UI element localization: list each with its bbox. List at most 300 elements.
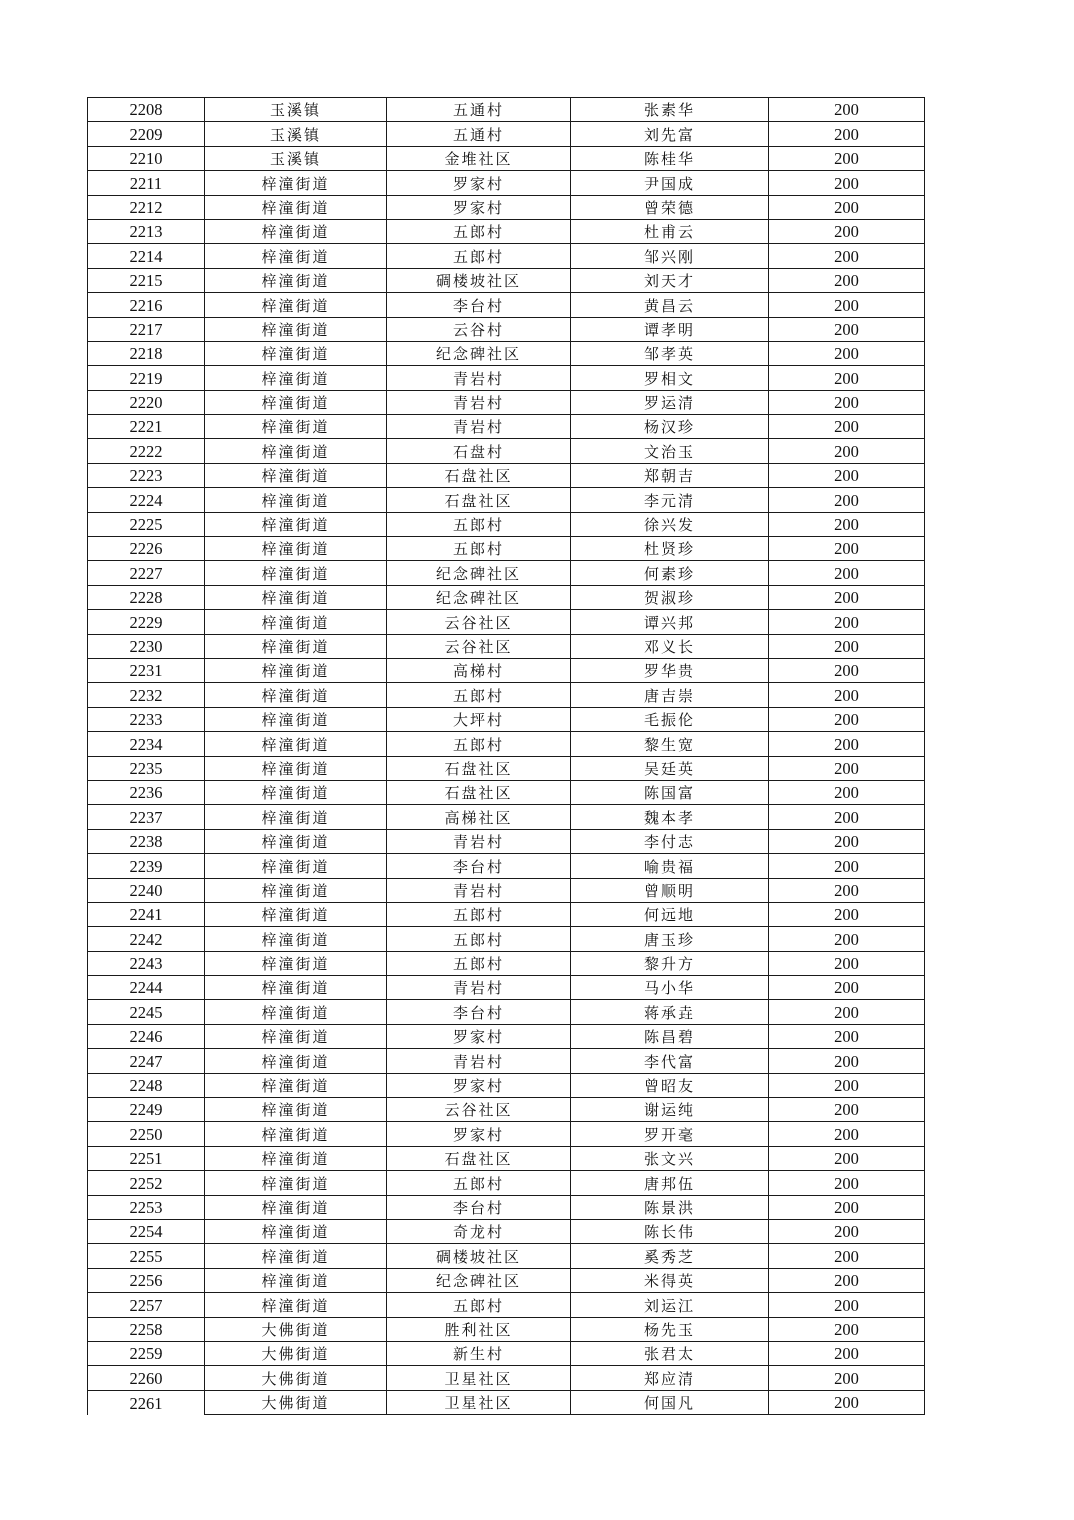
cell-person-name: 罗开毫 (571, 1122, 769, 1146)
cell-town: 梓潼街道 (205, 1244, 387, 1268)
cell-amount: 200 (769, 293, 925, 317)
cell-amount: 200 (769, 439, 925, 463)
cell-number: 2211 (88, 171, 205, 195)
table-row (88, 585, 925, 609)
cell-amount: 200 (769, 1366, 925, 1390)
table-row (88, 610, 925, 634)
cell-village: 李台村 (387, 854, 571, 878)
cell-town: 梓潼街道 (205, 1219, 387, 1243)
cell-number: 2250 (88, 1122, 205, 1146)
table-row (88, 561, 925, 585)
cell-number: 2246 (88, 1024, 205, 1048)
table-row (88, 293, 925, 317)
cell-person-name: 陈昌碧 (571, 1024, 769, 1048)
cell-amount: 200 (769, 1219, 925, 1243)
cell-amount: 200 (769, 927, 925, 951)
cell-number: 2240 (88, 878, 205, 902)
cell-town: 玉溪镇 (205, 98, 387, 122)
cell-village: 云谷社区 (387, 1098, 571, 1122)
cell-town: 玉溪镇 (205, 122, 387, 146)
cell-village: 罗家村 (387, 171, 571, 195)
cell-town: 梓潼街道 (205, 951, 387, 975)
table-row (88, 1024, 925, 1048)
cell-number: 2209 (88, 122, 205, 146)
cell-town: 梓潼街道 (205, 1073, 387, 1097)
cell-person-name: 谭兴邦 (571, 610, 769, 634)
cell-village: 罗家村 (387, 1073, 571, 1097)
cell-person-name: 刘先富 (571, 122, 769, 146)
cell-number: 2222 (88, 439, 205, 463)
cell-amount: 200 (769, 780, 925, 804)
cell-number: 2214 (88, 244, 205, 268)
cell-number: 2232 (88, 683, 205, 707)
cell-village: 五通村 (387, 98, 571, 122)
cell-amount: 200 (769, 658, 925, 682)
cell-number: 2241 (88, 902, 205, 926)
subsidy-list-sheet (87, 97, 925, 1415)
cell-village: 云谷社区 (387, 634, 571, 658)
cell-person-name: 米得英 (571, 1268, 769, 1292)
table-row (88, 317, 925, 341)
cell-amount: 200 (769, 634, 925, 658)
cell-town: 梓潼街道 (205, 1268, 387, 1292)
cell-number: 2227 (88, 561, 205, 585)
cell-number: 2244 (88, 976, 205, 1000)
cell-number: 2251 (88, 1146, 205, 1170)
cell-town: 梓潼街道 (205, 366, 387, 390)
cell-amount: 200 (769, 463, 925, 487)
table-row (88, 902, 925, 926)
table-row (88, 98, 925, 122)
cell-number: 2221 (88, 415, 205, 439)
cell-village: 云谷村 (387, 317, 571, 341)
cell-person-name: 杜甫云 (571, 219, 769, 243)
table-row (88, 1390, 925, 1414)
cell-amount: 200 (769, 1293, 925, 1317)
cell-town: 梓潼街道 (205, 707, 387, 731)
cell-number: 2255 (88, 1244, 205, 1268)
table-row (88, 366, 925, 390)
cell-number: 2252 (88, 1171, 205, 1195)
table-row (88, 658, 925, 682)
cell-person-name: 奚秀芝 (571, 1244, 769, 1268)
cell-village: 五郎村 (387, 927, 571, 951)
cell-number: 2225 (88, 512, 205, 536)
table-row (88, 1293, 925, 1317)
cell-amount: 200 (769, 146, 925, 170)
cell-village: 纪念碑社区 (387, 561, 571, 585)
cell-amount: 200 (769, 1268, 925, 1292)
table-row (88, 1146, 925, 1170)
table-row (88, 463, 925, 487)
cell-village: 五郎村 (387, 951, 571, 975)
cell-town: 梓潼街道 (205, 561, 387, 585)
cell-amount: 200 (769, 585, 925, 609)
cell-person-name: 谭孝明 (571, 317, 769, 341)
cell-amount: 200 (769, 1244, 925, 1268)
cell-person-name: 罗运清 (571, 390, 769, 414)
cell-amount: 200 (769, 902, 925, 926)
cell-number: 2210 (88, 146, 205, 170)
cell-amount: 200 (769, 341, 925, 365)
cell-number: 2233 (88, 707, 205, 731)
table-row (88, 195, 925, 219)
cell-town: 梓潼街道 (205, 268, 387, 292)
cell-town: 梓潼街道 (205, 1024, 387, 1048)
table-row (88, 488, 925, 512)
cell-amount: 200 (769, 756, 925, 780)
cell-person-name: 贺淑珍 (571, 585, 769, 609)
cell-amount: 200 (769, 512, 925, 536)
cell-amount: 200 (769, 854, 925, 878)
cell-village: 纪念碑社区 (387, 585, 571, 609)
cell-town: 大佛街道 (205, 1317, 387, 1341)
cell-village: 纪念碑社区 (387, 341, 571, 365)
cell-person-name: 杨先玉 (571, 1317, 769, 1341)
table-row (88, 1317, 925, 1341)
cell-number: 2243 (88, 951, 205, 975)
cell-number: 2230 (88, 634, 205, 658)
cell-village: 碉楼坡社区 (387, 268, 571, 292)
cell-number: 2234 (88, 732, 205, 756)
cell-person-name: 蒋承垚 (571, 1000, 769, 1024)
cell-town: 梓潼街道 (205, 634, 387, 658)
cell-amount: 200 (769, 1098, 925, 1122)
cell-person-name: 曾昭友 (571, 1073, 769, 1097)
cell-village: 石盘村 (387, 439, 571, 463)
cell-number: 2257 (88, 1293, 205, 1317)
cell-number: 2220 (88, 390, 205, 414)
cell-village: 罗家村 (387, 195, 571, 219)
cell-amount: 200 (769, 732, 925, 756)
cell-amount: 200 (769, 390, 925, 414)
cell-town: 梓潼街道 (205, 585, 387, 609)
cell-village: 五郎村 (387, 1293, 571, 1317)
cell-amount: 200 (769, 1195, 925, 1219)
cell-person-name: 张素华 (571, 98, 769, 122)
cell-number: 2254 (88, 1219, 205, 1243)
cell-village: 青岩村 (387, 1049, 571, 1073)
table-row (88, 1219, 925, 1243)
cell-person-name: 何远地 (571, 902, 769, 926)
cell-person-name: 毛振伦 (571, 707, 769, 731)
cell-number: 2238 (88, 829, 205, 853)
cell-town: 梓潼街道 (205, 463, 387, 487)
cell-town: 大佛街道 (205, 1341, 387, 1365)
cell-village: 五郎村 (387, 512, 571, 536)
cell-village: 新生村 (387, 1341, 571, 1365)
cell-town: 梓潼街道 (205, 732, 387, 756)
cell-amount: 200 (769, 951, 925, 975)
cell-village: 石盘社区 (387, 463, 571, 487)
cell-town: 梓潼街道 (205, 244, 387, 268)
table-row (88, 976, 925, 1000)
cell-town: 梓潼街道 (205, 390, 387, 414)
cell-number: 2219 (88, 366, 205, 390)
table-row (88, 1195, 925, 1219)
table-row (88, 122, 925, 146)
cell-village: 石盘社区 (387, 780, 571, 804)
cell-person-name: 何国凡 (571, 1390, 769, 1414)
cell-town: 大佛街道 (205, 1390, 387, 1414)
cell-amount: 200 (769, 1073, 925, 1097)
cell-person-name: 李代富 (571, 1049, 769, 1073)
cell-amount: 200 (769, 1049, 925, 1073)
cell-village: 石盘社区 (387, 756, 571, 780)
cell-town: 梓潼街道 (205, 512, 387, 536)
cell-person-name: 唐吉崇 (571, 683, 769, 707)
cell-village: 卫星社区 (387, 1366, 571, 1390)
cell-village: 青岩村 (387, 829, 571, 853)
cell-village: 五郎村 (387, 683, 571, 707)
cell-village: 青岩村 (387, 415, 571, 439)
table-row (88, 341, 925, 365)
cell-person-name: 刘天才 (571, 268, 769, 292)
cell-town: 梓潼街道 (205, 756, 387, 780)
table-row (88, 390, 925, 414)
cell-number: 2213 (88, 219, 205, 243)
table-row (88, 512, 925, 536)
cell-number: 2242 (88, 927, 205, 951)
table-row (88, 805, 925, 829)
cell-number: 2239 (88, 854, 205, 878)
table-row (88, 1122, 925, 1146)
cell-number: 2208 (88, 98, 205, 122)
table-row (88, 146, 925, 170)
cell-village: 李台村 (387, 1000, 571, 1024)
cell-person-name: 刘运江 (571, 1293, 769, 1317)
cell-amount: 200 (769, 610, 925, 634)
cell-town: 梓潼街道 (205, 829, 387, 853)
cell-village: 云谷社区 (387, 610, 571, 634)
cell-village: 卫星社区 (387, 1390, 571, 1414)
cell-person-name: 喻贵福 (571, 854, 769, 878)
cell-amount: 200 (769, 244, 925, 268)
cell-amount: 200 (769, 1122, 925, 1146)
table-row (88, 219, 925, 243)
cell-town: 梓潼街道 (205, 1098, 387, 1122)
cell-village: 碉楼坡社区 (387, 1244, 571, 1268)
table-row (88, 780, 925, 804)
cell-number: 2249 (88, 1098, 205, 1122)
cell-person-name: 陈长伟 (571, 1219, 769, 1243)
table-row (88, 683, 925, 707)
cell-amount: 200 (769, 976, 925, 1000)
cell-person-name: 陈景洪 (571, 1195, 769, 1219)
table-row (88, 1366, 925, 1390)
cell-person-name: 黎升方 (571, 951, 769, 975)
cell-town: 梓潼街道 (205, 488, 387, 512)
cell-person-name: 郑朝吉 (571, 463, 769, 487)
cell-person-name: 郑应清 (571, 1366, 769, 1390)
cell-person-name: 邹孝英 (571, 341, 769, 365)
cell-town: 梓潼街道 (205, 683, 387, 707)
cell-number: 2235 (88, 756, 205, 780)
cell-village: 大坪村 (387, 707, 571, 731)
cell-person-name: 李元清 (571, 488, 769, 512)
cell-village: 纪念碑社区 (387, 1268, 571, 1292)
cell-town: 梓潼街道 (205, 1049, 387, 1073)
cell-number: 2226 (88, 537, 205, 561)
cell-amount: 200 (769, 537, 925, 561)
cell-town: 梓潼街道 (205, 439, 387, 463)
cell-amount: 200 (769, 122, 925, 146)
cell-town: 梓潼街道 (205, 171, 387, 195)
cell-person-name: 黎生宽 (571, 732, 769, 756)
subsidy-table (87, 97, 925, 1415)
table-body (88, 98, 925, 1415)
cell-village: 高梯村 (387, 658, 571, 682)
cell-amount: 200 (769, 1341, 925, 1365)
cell-town: 玉溪镇 (205, 146, 387, 170)
table-row (88, 1268, 925, 1292)
cell-village: 青岩村 (387, 366, 571, 390)
cell-village: 青岩村 (387, 878, 571, 902)
table-row (88, 854, 925, 878)
cell-town: 梓潼街道 (205, 1195, 387, 1219)
table-row (88, 732, 925, 756)
cell-person-name: 陈桂华 (571, 146, 769, 170)
cell-person-name: 李付志 (571, 829, 769, 853)
cell-village: 五郎村 (387, 537, 571, 561)
table-row (88, 878, 925, 902)
cell-amount: 200 (769, 1171, 925, 1195)
cell-village: 奇龙村 (387, 1219, 571, 1243)
cell-person-name: 邓义长 (571, 634, 769, 658)
table-row (88, 1049, 925, 1073)
cell-person-name: 陈国富 (571, 780, 769, 804)
cell-person-name: 马小华 (571, 976, 769, 1000)
table-row (88, 537, 925, 561)
cell-number: 2229 (88, 610, 205, 634)
cell-town: 梓潼街道 (205, 902, 387, 926)
cell-number: 2236 (88, 780, 205, 804)
cell-amount: 200 (769, 1390, 925, 1414)
table-row (88, 756, 925, 780)
cell-village: 李台村 (387, 1195, 571, 1219)
cell-village: 石盘社区 (387, 488, 571, 512)
table-row (88, 829, 925, 853)
cell-village: 高梯社区 (387, 805, 571, 829)
cell-person-name: 曾顺明 (571, 878, 769, 902)
cell-town: 梓潼街道 (205, 927, 387, 951)
cell-village: 五郎村 (387, 732, 571, 756)
cell-village: 五郎村 (387, 1171, 571, 1195)
cell-town: 梓潼街道 (205, 1122, 387, 1146)
cell-town: 梓潼街道 (205, 610, 387, 634)
cell-number: 2224 (88, 488, 205, 512)
cell-town: 梓潼街道 (205, 537, 387, 561)
cell-number: 2212 (88, 195, 205, 219)
cell-village: 五郎村 (387, 244, 571, 268)
cell-person-name: 唐玉珍 (571, 927, 769, 951)
cell-amount: 200 (769, 683, 925, 707)
cell-number: 2260 (88, 1366, 205, 1390)
cell-person-name: 尹国成 (571, 171, 769, 195)
cell-village: 五郎村 (387, 219, 571, 243)
table-row (88, 1073, 925, 1097)
cell-town: 大佛街道 (205, 1366, 387, 1390)
cell-village: 五通村 (387, 122, 571, 146)
cell-town: 梓潼街道 (205, 1171, 387, 1195)
cell-amount: 200 (769, 805, 925, 829)
cell-number: 2237 (88, 805, 205, 829)
cell-village: 五郎村 (387, 902, 571, 926)
table-row (88, 1244, 925, 1268)
cell-village: 青岩村 (387, 390, 571, 414)
cell-amount: 200 (769, 488, 925, 512)
cell-village: 青岩村 (387, 976, 571, 1000)
cell-person-name: 罗华贵 (571, 658, 769, 682)
table-row (88, 439, 925, 463)
cell-number: 2248 (88, 1073, 205, 1097)
cell-amount: 200 (769, 829, 925, 853)
cell-number: 2216 (88, 293, 205, 317)
cell-town: 梓潼街道 (205, 780, 387, 804)
table-row (88, 1098, 925, 1122)
table-row (88, 951, 925, 975)
cell-village: 李台村 (387, 293, 571, 317)
table-row (88, 1000, 925, 1024)
cell-amount: 200 (769, 415, 925, 439)
cell-number: 2217 (88, 317, 205, 341)
cell-number: 2245 (88, 1000, 205, 1024)
cell-amount: 200 (769, 317, 925, 341)
table-row (88, 171, 925, 195)
cell-number: 2231 (88, 658, 205, 682)
cell-person-name: 谢运纯 (571, 1098, 769, 1122)
cell-town: 梓潼街道 (205, 805, 387, 829)
cell-town: 梓潼街道 (205, 1146, 387, 1170)
cell-amount: 200 (769, 171, 925, 195)
cell-village: 金堆社区 (387, 146, 571, 170)
cell-number: 2247 (88, 1049, 205, 1073)
cell-person-name: 张文兴 (571, 1146, 769, 1170)
cell-person-name: 杜贤珍 (571, 537, 769, 561)
cell-amount: 200 (769, 98, 925, 122)
cell-town: 梓潼街道 (205, 415, 387, 439)
cell-person-name: 吴廷英 (571, 756, 769, 780)
cell-person-name: 文治玉 (571, 439, 769, 463)
table-row (88, 415, 925, 439)
cell-number: 2261 (88, 1390, 205, 1414)
cell-town: 梓潼街道 (205, 219, 387, 243)
cell-person-name: 张君太 (571, 1341, 769, 1365)
cell-amount: 200 (769, 561, 925, 585)
cell-person-name: 罗相文 (571, 366, 769, 390)
table-row (88, 268, 925, 292)
cell-number: 2228 (88, 585, 205, 609)
cell-amount: 200 (769, 366, 925, 390)
cell-town: 梓潼街道 (205, 878, 387, 902)
table-row (88, 244, 925, 268)
cell-person-name: 黄昌云 (571, 293, 769, 317)
cell-number: 2223 (88, 463, 205, 487)
cell-person-name: 曾荣德 (571, 195, 769, 219)
cell-person-name: 邹兴刚 (571, 244, 769, 268)
cell-amount: 200 (769, 195, 925, 219)
cell-town: 梓潼街道 (205, 341, 387, 365)
cell-village: 胜利社区 (387, 1317, 571, 1341)
cell-town: 梓潼街道 (205, 976, 387, 1000)
table-row (88, 634, 925, 658)
cell-person-name: 何素珍 (571, 561, 769, 585)
table-row (88, 927, 925, 951)
cell-amount: 200 (769, 878, 925, 902)
cell-person-name: 徐兴发 (571, 512, 769, 536)
table-row (88, 1171, 925, 1195)
cell-town: 梓潼街道 (205, 1000, 387, 1024)
